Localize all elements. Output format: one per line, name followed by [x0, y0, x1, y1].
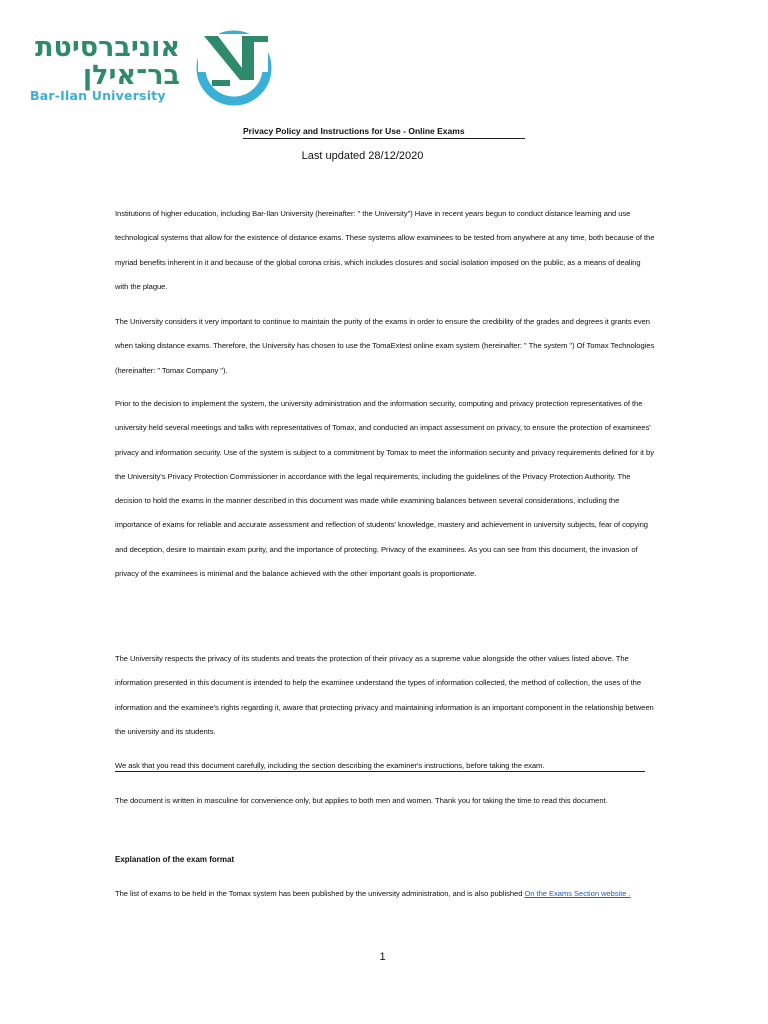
page-number: 1 — [379, 951, 386, 963]
exams-section-link[interactable]: On the Exams Section website . — [524, 889, 631, 898]
logo-hebrew-line2: בר־אילן — [82, 60, 180, 91]
paragraph-purity: The University considers it very important to continue to maintain the purity of the exams in order to ensure the credibility of the grades and degrees it grants even when taking distance exams. Therefore, the University has chosen to use the TomaExtest online exam system (hereinafter: " The system ") Of Tomax Technologies (hereinafter: " Tomax Company "). — [115, 317, 655, 375]
last-updated: Last updated 28/12/2020 — [301, 150, 424, 162]
paragraph-masculine: The document is written in masculine for convenience only, but applies to both men and women. Thank you for taking the time to read this document. — [115, 796, 608, 805]
paragraph-decision: Prior to the decision to implement the system, the university administration and the information security, computing and privacy protection representatives of the university held several meetings and talks with representatives of Tomax, and conducted an impact assessment on privacy, to ensure the protection of examinees' privacy and information security. Use of the system is subject to a commitment by Tomax to meet the information security and privacy requirements defined for it by the University's Privacy Protection Commissioner in accordance with the legal requirements, including the guidelines of the Privacy Protection Authority. The decision to hold the exams in the manner described in this document was made while examining balances between several considerations, including the importance of exams for reliable and accurate assessment and reflection of students' knowledge, mastery and achievement in university subjects, fear of copying and deception, desire to maintain exam purity, and the importance of protecting. Privacy of the examinees. As you can see from this document, the invasion of privacy of the examinees is minimal and the balance achieved with the other important goals is proportionate. — [115, 399, 654, 579]
logo-hebrew-name — [30, 34, 180, 90]
paragraph-respect: The University respects the privacy of its students and treats the protection of their privacy as a supreme value alongside the other values listed above. The information presented in this document is intended to help the examinee understand the types of information collected, the method of collection, the uses of the information and the examinee's rights regarding it, aware that protecting privacy and maintaining information is an important component in the relationship between the university and its students. — [115, 654, 654, 736]
logo-hebrew-line1: אוניברסיטת — [35, 32, 180, 63]
exam-list-text: The list of exams to be held in the Tomax system has been published by the university administration, and is also published — [115, 889, 523, 898]
logo-emblem-icon — [190, 28, 276, 106]
logo-english-name: Bar-Ilan University — [30, 88, 166, 103]
document-title: Privacy Policy and Instructions for Use - Online Exams — [243, 126, 525, 139]
paragraph-intro: Institutions of higher education, including Bar-Ilan University (hereinafter: " the University") Have in recent years begun to conduct distance learning and use technological systems that allow for the existence of distance exams. These systems allow examinees to be tested from anywhere at any time, both because of the myriad benefits inherent in it and because of the global corona crisis, which includes closures and social isolation imposed on the public, as a means of dealing with the plague. — [115, 209, 655, 291]
read-carefully-underline — [115, 771, 645, 772]
university-logo — [30, 28, 270, 108]
paragraph-exam-list — [115, 882, 655, 906]
paragraph-read-carefully: We ask that you read this document carefully, including the section describing the examiner's instructions, before taking the exam. — [115, 761, 545, 770]
section-heading: Explanation of the exam format — [115, 855, 235, 864]
